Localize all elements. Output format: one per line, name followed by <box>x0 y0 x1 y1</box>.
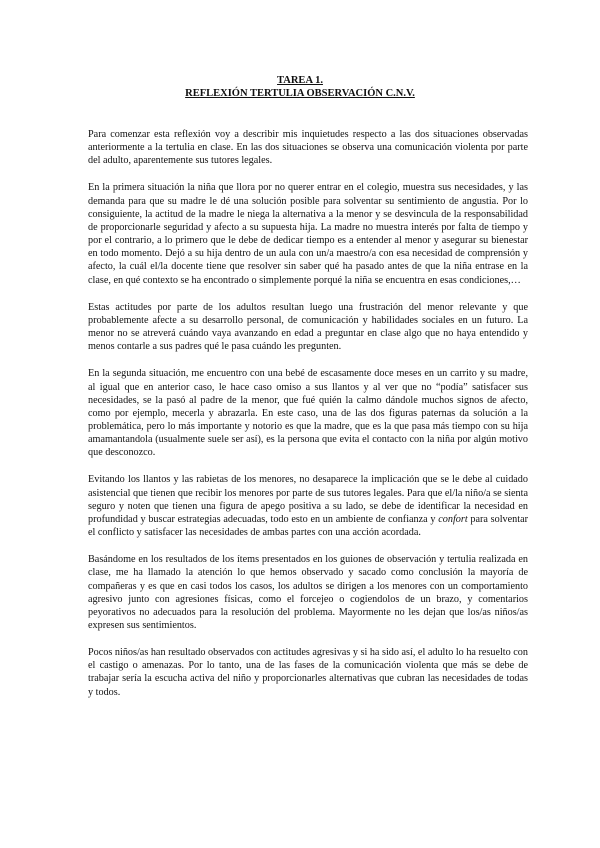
paragraph-7: Pocos niños/as han resultado observados con actitudes agresivas y si ha sido así, el adulto lo ha resuelto con el castigo o amenazas. Por lo tanto, una de las fases de la comunicación violenta que más se debe de trabajar sería la escucha activa del niño y proporcionarles alternativas que cubran las necesidades de todas y todos. <box>88 647 528 698</box>
paragraph-6: Basándome en los resultados de los ítems presentados en los guiones de observación y tertulia realizada en clase, me ha llamado la atención lo que hemos observado y sacado como conclusión la mayoría de compañeras y es que en casi todos los casos, los adultos se dirigen a los menores con un comportamiento agresivo junto con agresiones físicas, como el forcejeo o cogiendolos de un brazo, y comentarios peyorativos no adecuados para la resolución del problema. Mayormente no les dejan que los/as niños/as expresen sus sentimientos. <box>88 554 528 631</box>
paragraph-5-text-b: para solventar el conflicto y satisfacer las necesidades de ambas partes con una acción acordada. <box>88 513 528 539</box>
paragraph-2: En la primera situación la niña que llora por no querer entrar en el colegio, muestra sus necesidades, y las demanda para que su madre le dé una solución posible para solventar su sentimiento de angustia. Por lo consiguiente, la actitud de la madre le niega la alternativa a la menor y se desvincula de la responsabilidad de proporcionarle seguridad y afecto a su supuesta hija. La madre no muestra interés por falta de tiempo y por el contrario, a lo primero que le debe de dedicar tiempo es a entender al menor y asegurar su bienestar en todo momento. Dejó a su hija dentro de un aula con un/a maestro/a con esa necesidad de comprensión y afecto, la cuál el/la docente tiene que resolver sin saber qué ha pasado antes de que la niña entrase en la clase, en qué contexto se ha encontrado o simplemente porqué la niña se encuentra en esas condiciones,… <box>88 182 528 286</box>
title-line-2: REFLEXIÓN TERTULIA OBSERVACIÓN C.N.V. <box>185 88 415 99</box>
paragraph-5-text-a: Evitando los llantos y las rabietas de los menores, no desaparece la implicación que se le debe al cuidado asistencial que tienen que recibir los menores por parte de sus tutores legales. Para que el/la niño/a se sienta seguro y noten que tienen una figura de apego positiva a su lado, se debe de identificar la necesidad en profundidad y buscar estrategias adecuadas, todo esto en un ambiente de confianza y <box>88 474 528 525</box>
document-body <box>88 128 528 713</box>
document-title <box>0 74 600 100</box>
paragraph-3: Estas actitudes por parte de los adultos resultan luego una frustración del menor relevante y que probablemente afecte a su desarrollo personal, de comunicación y habilidades sociales en un futuro. La menor no se atreverá cuándo vaya avanzando en edad a preguntar en clase algo que no haya entendido y menos contarle a sus padres qué le pasa cuándo les pregunten. <box>88 301 528 353</box>
paragraph-1: Para comenzar esta reflexión voy a describir mis inquietudes respecto a las dos situaciones observadas anteriormente a la tertulia en clase. En las dos situaciones se observa una comunicación violenta por parte del adulto, aparentemente sus tutores legales. <box>88 129 528 167</box>
paragraph-4: En la segunda situación, me encuentro con una bebé de escasamente doce meses en un carrito y su madre, al igual que en anterior caso, le hace caso omiso a sus llantos y al ver que no “podía” satisfacer sus necesidades, se la pasó al padre de la menor, que fué quién la calmo dándole muchos signos de afecto, como por ejemplo, mecerla y abrazarla. En este caso, una de las dos figuras paternas da solución a la problemática, pero lo más importante y notorio es que la madre, que es la que pasa más tiempo con su hija amamantandola (usualmente suele ser así), es la persona que evita el contacto con la niña por algún motivo que desconozco. <box>88 368 528 459</box>
title-line-1: TAREA 1. <box>277 75 323 86</box>
paragraph-5-italic-word: confort <box>438 513 468 525</box>
paragraph-5 <box>88 473 528 539</box>
